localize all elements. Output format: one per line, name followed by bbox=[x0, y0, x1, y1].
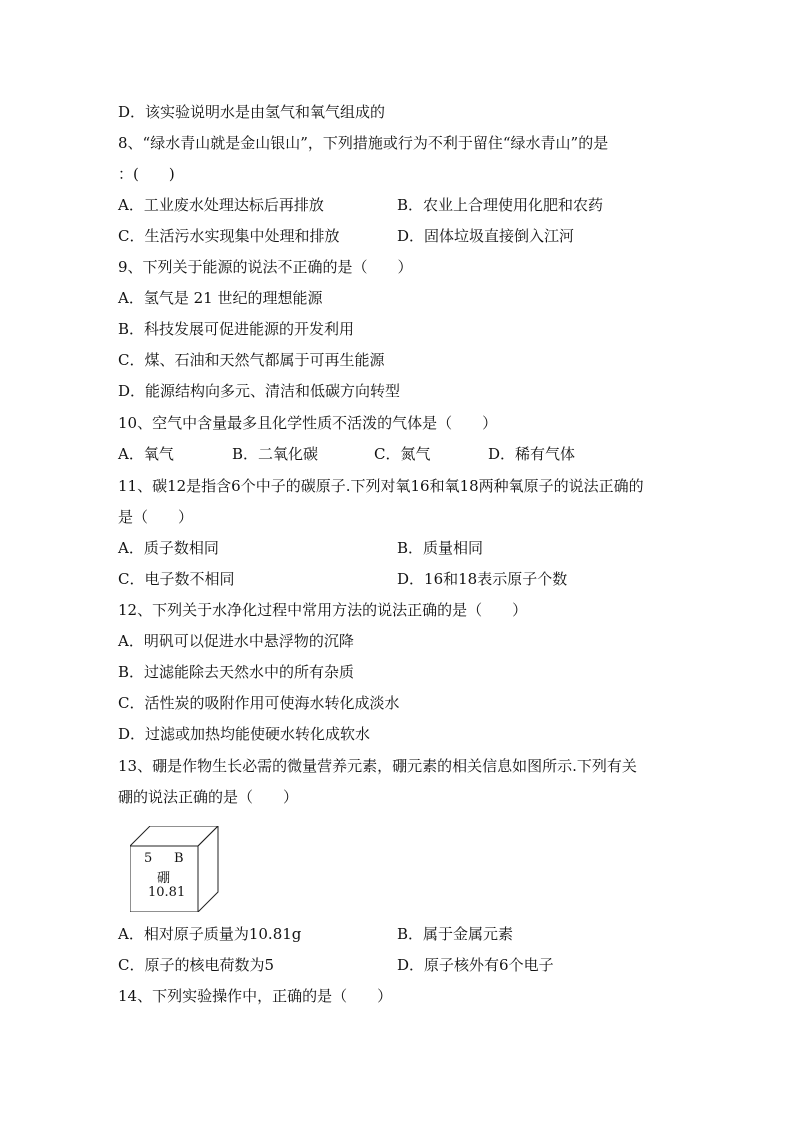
q9-option-b: B．科技发展可促进能源的开发利用 bbox=[118, 320, 355, 338]
element-name: 硼 bbox=[157, 871, 171, 886]
q12-stem: 12、下列关于水净化过程中常用方法的说法正确的是（ ） bbox=[118, 601, 528, 619]
q9-option-c: C．煤、石油和天然气都属于可再生能源 bbox=[118, 351, 385, 369]
q8-option-d: D．固体垃圾直接倒入江河 bbox=[397, 227, 575, 245]
q11-option-d: D．16和18表示原子个数 bbox=[397, 570, 568, 588]
q11-option-c: C．电子数不相同 bbox=[118, 570, 235, 588]
q13-stem: 13、硼是作物生长必需的微量营养元素，硼元素的相关信息如图所示.下列有关 bbox=[118, 757, 637, 775]
q8-option-c: C．生活污水实现集中处理和排放 bbox=[118, 227, 340, 245]
q12-option-c: C．活性炭的吸附作用可使海水转化成淡水 bbox=[118, 694, 400, 712]
q8-stem-cont: ：( ) bbox=[118, 165, 175, 183]
q9-stem: 9、下列关于能源的说法不正确的是（ ） bbox=[118, 258, 413, 276]
q10-stem: 10、空气中含量最多且化学性质不活泼的气体是（ ） bbox=[118, 414, 498, 432]
q13-option-d: D．原子核外有6个电子 bbox=[397, 956, 554, 974]
element-symbol: B bbox=[174, 851, 184, 866]
q9-option-a: A．氢气是 21 世纪的理想能源 bbox=[118, 289, 323, 307]
q11-option-b: B．质量相同 bbox=[397, 539, 484, 557]
q13-option-b: B．属于金属元素 bbox=[397, 925, 514, 943]
q8-option-b: B．农业上合理使用化肥和农药 bbox=[397, 196, 604, 214]
q10-option-d: D．稀有气体 bbox=[488, 445, 576, 463]
q8-option-a: A．工业废水处理达标后再排放 bbox=[118, 196, 324, 214]
q13-option-c: C．原子的核电荷数为5 bbox=[118, 956, 275, 974]
atomic-mass: 10.81 bbox=[148, 885, 186, 900]
q13-stem-cont: 硼的说法正确的是（ ） bbox=[118, 788, 299, 806]
q10-option-c: C．氮气 bbox=[374, 445, 431, 463]
q12-option-b: B．过滤能除去天然水中的所有杂质 bbox=[118, 663, 355, 681]
q13-option-a: A．相对原子质量为10.81g bbox=[118, 925, 302, 943]
q8-stem: 8、“绿水青山就是金山银山”，下列措施或行为不利于留住“绿水青山”的是 bbox=[118, 134, 609, 152]
q11-option-a: A．质子数相同 bbox=[118, 539, 219, 557]
q12-option-d: D．过滤或加热均能使硬水转化成软水 bbox=[118, 725, 371, 743]
atomic-number: 5 bbox=[144, 851, 153, 866]
q12-option-a: A．明矾可以促进水中悬浮物的沉降 bbox=[118, 632, 354, 650]
q10-option-a: A．氧气 bbox=[118, 445, 174, 463]
q10-option-b: B．二氧化碳 bbox=[232, 445, 319, 463]
q14-stem: 14、下列实验操作中，正确的是（ ） bbox=[118, 987, 393, 1005]
q9-option-d: D．能源结构向多元、清洁和低碳方向转型 bbox=[118, 382, 401, 400]
q11-stem-cont: 是（ ） bbox=[118, 508, 194, 526]
q7-option-d: D．该实验说明水是由氢气和氧气组成的 bbox=[118, 103, 386, 121]
q11-stem: 11、碳12是指含6个中子的碳原子.下列对氧16和氧18两种氧原子的说法正确的 bbox=[118, 477, 644, 495]
